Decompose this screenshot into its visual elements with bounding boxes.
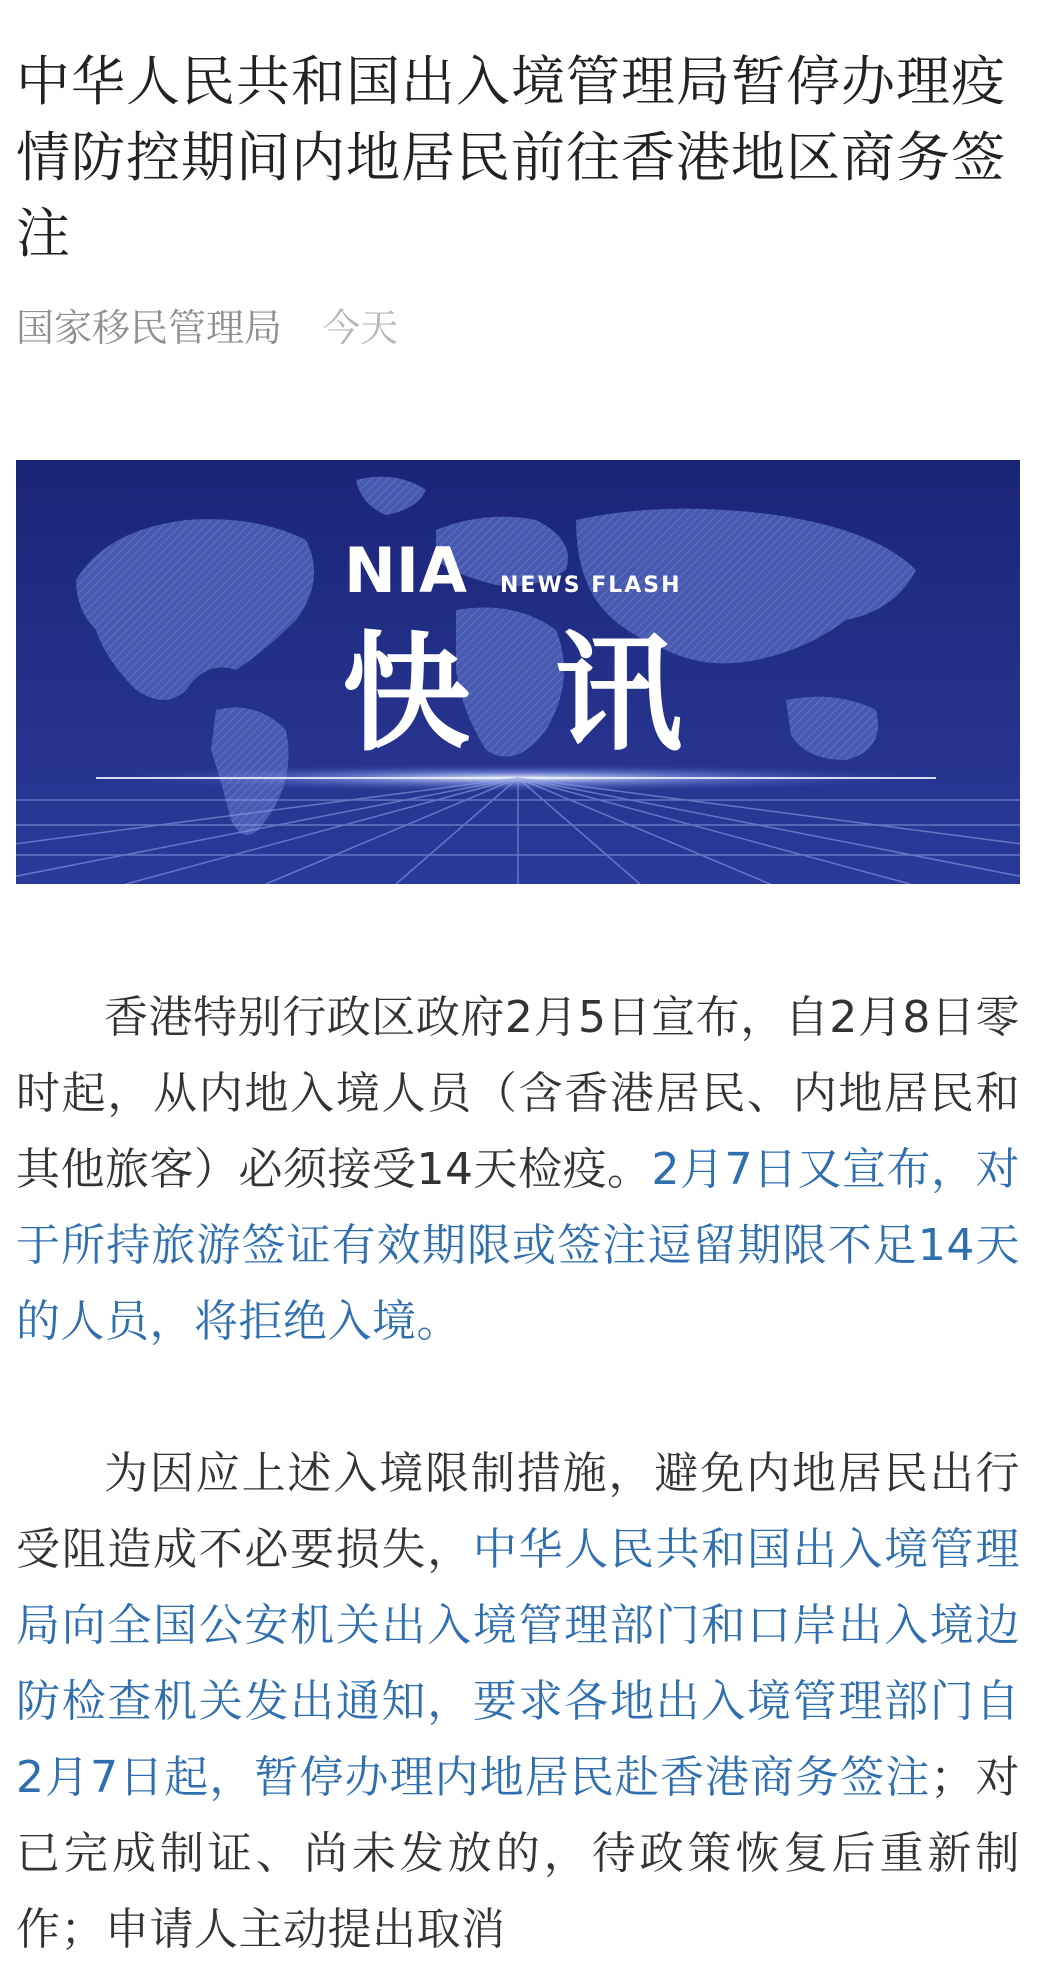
article-source[interactable]: 国家移民管理局 bbox=[16, 306, 283, 350]
banner-brand: NIA bbox=[344, 534, 467, 607]
paragraph-2 bbox=[16, 1436, 1020, 1968]
news-flash-banner bbox=[16, 460, 1020, 884]
article-title: 中华人民共和国出入境管理局暂停办理疫情防控期间内地居民前往香港地区商务签注 bbox=[16, 50, 1006, 265]
paragraph-2-text-b: ；对已完成制证、尚未发放的，待政策恢复后重新制作；申请人主动提出取消 bbox=[16, 1752, 1020, 1955]
paragraph-1 bbox=[16, 980, 1020, 1360]
paragraph-1-highlight: 2月7日又宣布，对于所持旅游签证有效期限或签注逗留期限不足14天的人员，将拒绝入境。 bbox=[16, 1144, 1020, 1347]
article-meta bbox=[16, 302, 1035, 354]
paragraph-2-text-a: 为因应上述入境限制措施，避免内地居民出行受阻造成不必要损失， bbox=[16, 1448, 1020, 1575]
banner-subtitle: NEWS FLASH bbox=[500, 573, 682, 598]
paragraph-1-text: 香港特别行政区政府2月5日宣布，自2月8日零时起，从内地入境人员（含香港居民、内地居民和其他旅客）必须接受14天检疫。 bbox=[16, 992, 1020, 1195]
article-body bbox=[16, 980, 1020, 1968]
banner-headline: 快 讯 bbox=[342, 620, 703, 769]
article-date: 今天 bbox=[322, 306, 399, 350]
paragraph-2-highlight: 中华人民共和国出入境管理局向全国公安机关出入境管理部门和口岸出入境边防检查机关发出通知，要求各地出入境管理部门自2月7日起，暂停办理内地居民赴香港商务签注 bbox=[16, 1524, 1021, 1803]
